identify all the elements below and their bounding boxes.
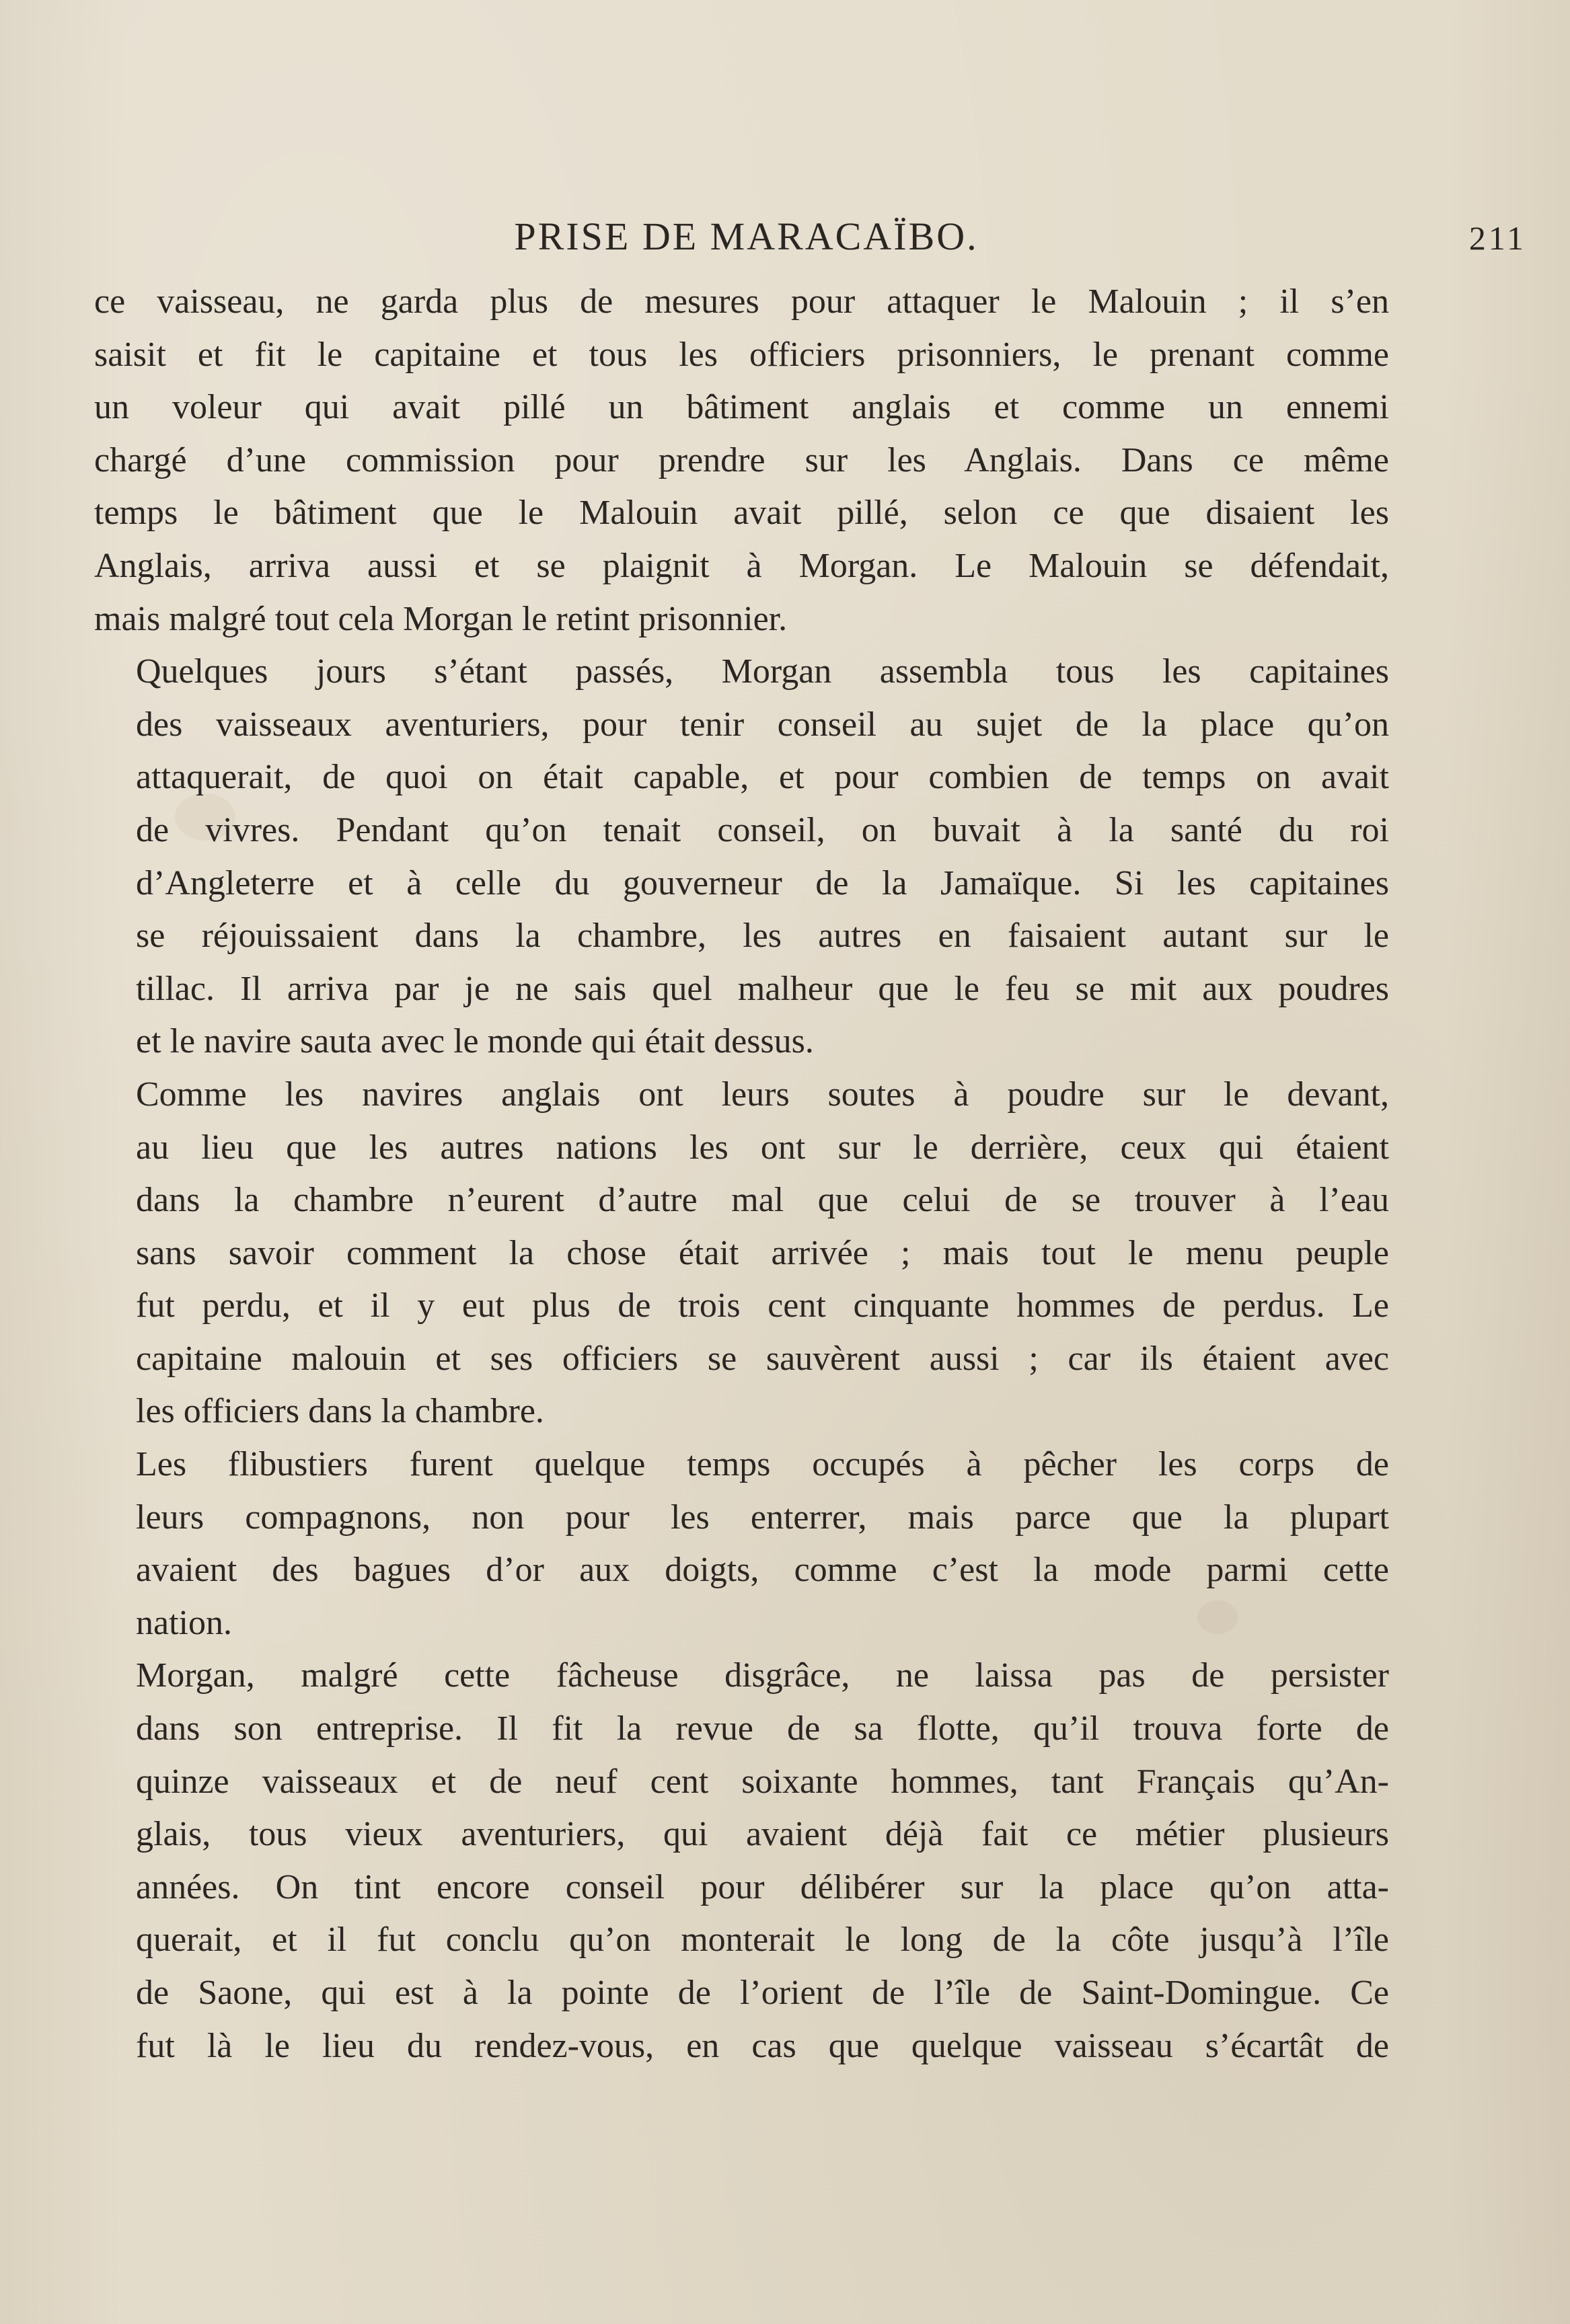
running-title: PRISE DE MARACAÏBO. [514, 215, 979, 258]
text-line: se réjouissaient dans la chambre, les autres en faisaient autant sur le [136, 917, 1389, 956]
text-line: fut là le lieu du rendez-vous, en cas que quelque vaisseau s’écartât de [136, 2026, 1389, 2065]
text-line: au lieu que les autres nations les ont sur le derrière, ceux qui étaient [136, 1128, 1389, 1167]
text-line: capitaine malouin et ses officiers se sauvèrent aussi ; car ils étaient avec [136, 1339, 1389, 1378]
text-line: nation. [136, 1603, 232, 1642]
text-line: années. On tint encore conseil pour délibérer sur la place qu’on atta- [136, 1867, 1389, 1906]
text-line: fut perdu, et il y eut plus de trois cent cinquante hommes de perdus. Le [136, 1286, 1389, 1325]
text-line: Anglais, arriva aussi et se plaignit à Morgan. Le Malouin se défendait, [94, 546, 1389, 585]
text-line: dans son entreprise. Il fit la revue de sa flotte, qu’il trouva forte de [136, 1709, 1389, 1748]
paragraph [94, 1650, 1389, 2073]
text-line: Comme les navires anglais ont leurs soutes à poudre sur le devant, [136, 1075, 1389, 1114]
text-line: les officiers dans la chambre. [136, 1392, 544, 1431]
text-line: d’Angleterre et à celle du gouverneur de la Jamaïque. Si les capitaines [136, 863, 1389, 902]
text-line: ce vaisseau, ne garda plus de mesures pour attaquer le Malouin ; il s’en [94, 282, 1389, 321]
text-line: Les flibustiers furent quelque temps occupés à pêcher les corps de [136, 1445, 1389, 1484]
text-line: dans la chambre n’eurent d’autre mal que celui de se trouver à l’eau [136, 1181, 1389, 1220]
text-line: quinze vaisseaux et de neuf cent soixante hommes, tant Français qu’An- [136, 1762, 1389, 1801]
text-line: glais, tous vieux aventuriers, qui avaient déjà fait ce métier plusieurs [136, 1815, 1389, 1854]
text-line: Morgan, malgré cette fâcheuse disgrâce, ne laissa pas de persister [136, 1656, 1389, 1695]
text-line: tillac. Il arriva par je ne sais quel malheur que le feu se mit aux poudres [136, 969, 1389, 1008]
text-line: Quelques jours s’étant passés, Morgan assembla tous les capitaines [136, 652, 1389, 691]
text-line: de Saone, qui est à la pointe de l’orient de l’île de Saint-Domingue. Ce [136, 1974, 1389, 2012]
page-number: 211 [1468, 219, 1526, 257]
paragraph [94, 276, 1389, 646]
text-line: de vivres. Pendant qu’on tenait conseil, on buvait à la santé du roi [136, 810, 1389, 849]
text-line: sans savoir comment la chose était arrivée ; mais tout le menu peuple [136, 1233, 1389, 1272]
text-line: un voleur qui avait pillé un bâtiment anglais et comme un ennemi [94, 388, 1389, 427]
paragraph [94, 1438, 1389, 1650]
text-line: et le navire sauta avec le monde qui était dessus. [136, 1022, 814, 1061]
text-line: saisit et fit le capitaine et tous les officiers prisonniers, le prenant comme [94, 335, 1389, 374]
text-line: des vaisseaux aventuriers, pour tenir conseil au sujet de la place qu’on [136, 705, 1389, 744]
body-text [94, 276, 1389, 2073]
text-line: mais malgré tout cela Morgan le retint prisonnier. [94, 599, 788, 638]
text-line: querait, et il fut conclu qu’on monterait le long de la côte jusqu’à l’île [136, 1921, 1389, 1960]
text-line: chargé d’une commission pour prendre sur les Anglais. Dans ce même [94, 440, 1389, 479]
text-line: avaient des bagues d’or aux doigts, comme c’est la mode parmi cette [136, 1551, 1389, 1590]
text-line: temps le bâtiment que le Malouin avait pillé, selon ce que disaient les [94, 494, 1389, 533]
text-line: attaquerait, de quoi on était capable, et pour combien de temps on avait [136, 758, 1389, 797]
paragraph [94, 1069, 1389, 1438]
running-head [98, 210, 1526, 264]
paragraph [94, 646, 1389, 1069]
text-line: leurs compagnons, non pour les enterrer, mais parce que la plupart [136, 1498, 1389, 1537]
